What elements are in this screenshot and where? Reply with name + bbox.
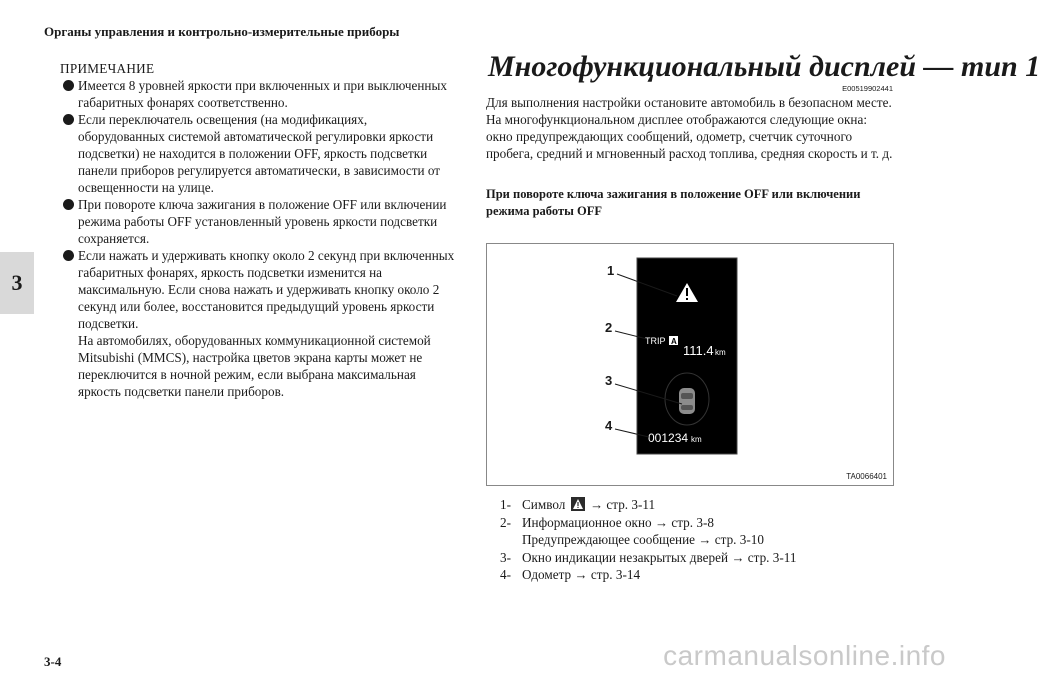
legend-number: 1-	[500, 497, 511, 512]
note-bullets	[60, 77, 455, 400]
figure-legend	[500, 496, 796, 584]
bullet-text: Если нажать и удерживать кнопку около 2 секунд при включенных габаритных фонарях, яркость подсветки изменится на максимальную. Если снова нажать и удерживать кнопку около 2 секунд или более, восстановится предыдущий уровень яркости подсветки.	[78, 248, 455, 331]
callout-2: 2	[605, 320, 613, 335]
legend-text: Окно индикации незакрытых дверей → стр. 3-11	[522, 549, 797, 565]
section-title: Многофункциональный дисплей — тип 1	[488, 50, 1040, 83]
section-body	[486, 94, 896, 220]
section-code: E00519902441	[842, 84, 893, 93]
paragraph-windows: На многофункциональном дисплее отображаются следующие окна: окно предупреждающих сообщений, одометр, счетчик суточного пробега, средний и мгновенный расход топлива, средняя скорость и т. д.	[486, 112, 893, 161]
bullet-extra-text: На автомобилях, оборудованных коммуникационной системой Mitsubishi (MMCS), настройка цветов экрана карты может не переключится в ночной режим, если выбрана максимальная яркость подсветки панели приборов.	[78, 333, 431, 399]
bullet-text: При повороте ключа зажигания в положение OFF или включении режима работы OFF установленный уровень яркости подсветки сохраняется.	[78, 197, 447, 246]
odometer-unit: km	[691, 435, 702, 444]
bullet-text: Если переключатель освещения (на модификациях, оборудованных системой автоматической регулировки яркости подсветки) не находится в положении OFF, яркость подсветки панели приборов регулируется автоматически, в зависимости от освещенности на улице.	[78, 112, 441, 195]
note-bullet	[60, 77, 455, 111]
trip-badge-letter: A	[671, 337, 677, 346]
callout-4: 4	[605, 418, 613, 433]
legend-item	[500, 549, 796, 567]
legend-text: Одометр → стр. 3-14	[522, 567, 641, 582]
legend-continuation: Предупреждающее сообщение → стр. 3-10	[522, 532, 764, 547]
warning-symbol-icon	[571, 497, 585, 511]
paragraph-safety: Для выполнения настройки остановите автомобиль в безопасном месте.	[486, 95, 892, 110]
note-bullet	[60, 111, 455, 196]
bullet-dot-icon	[63, 250, 74, 261]
legend-text: Символ → стр. 3-11	[522, 497, 656, 512]
note-title: ПРИМЕЧАНИЕ	[60, 61, 155, 76]
odometer-value: 001234	[648, 431, 689, 445]
bullet-text: Имеется 8 уровней яркости при включенных и при выключенных габаритных фонарях соответственно.	[78, 78, 447, 110]
bullet-dot-icon	[63, 114, 74, 125]
chapter-number: 3	[11, 270, 23, 295]
legend-text: Информационное окно → стр. 3-8	[522, 514, 714, 530]
display-figure	[486, 243, 894, 486]
figure-code: TA0066401	[846, 472, 887, 481]
legend-item	[500, 566, 796, 584]
chapter-tab[interactable]	[0, 252, 34, 314]
legend-number: 2-	[500, 514, 511, 530]
display-illustration	[487, 244, 893, 485]
callout-1: 1	[607, 263, 615, 278]
trip-value: 111.4	[683, 343, 714, 358]
bullet-dot-icon	[63, 80, 74, 91]
note-bullet	[60, 196, 455, 247]
callout-3: 3	[605, 373, 613, 388]
trip-unit: km	[715, 348, 726, 357]
trip-label: TRIP	[645, 336, 666, 346]
running-header: Органы управления и контрольно-измерительные приборы	[44, 24, 400, 39]
watermark: carmanualsonline.info	[663, 640, 946, 671]
page-number: 3-4	[44, 654, 62, 669]
legend-number: 4-	[500, 567, 511, 582]
legend-number: 3-	[500, 549, 511, 565]
legend-item	[500, 496, 796, 514]
note-bullet	[60, 247, 455, 400]
bullet-dot-icon	[63, 199, 74, 210]
subheading: При повороте ключа зажигания в положение OFF или включении режима работы OFF	[486, 187, 861, 218]
legend-item	[500, 514, 796, 532]
note-block	[60, 60, 455, 400]
